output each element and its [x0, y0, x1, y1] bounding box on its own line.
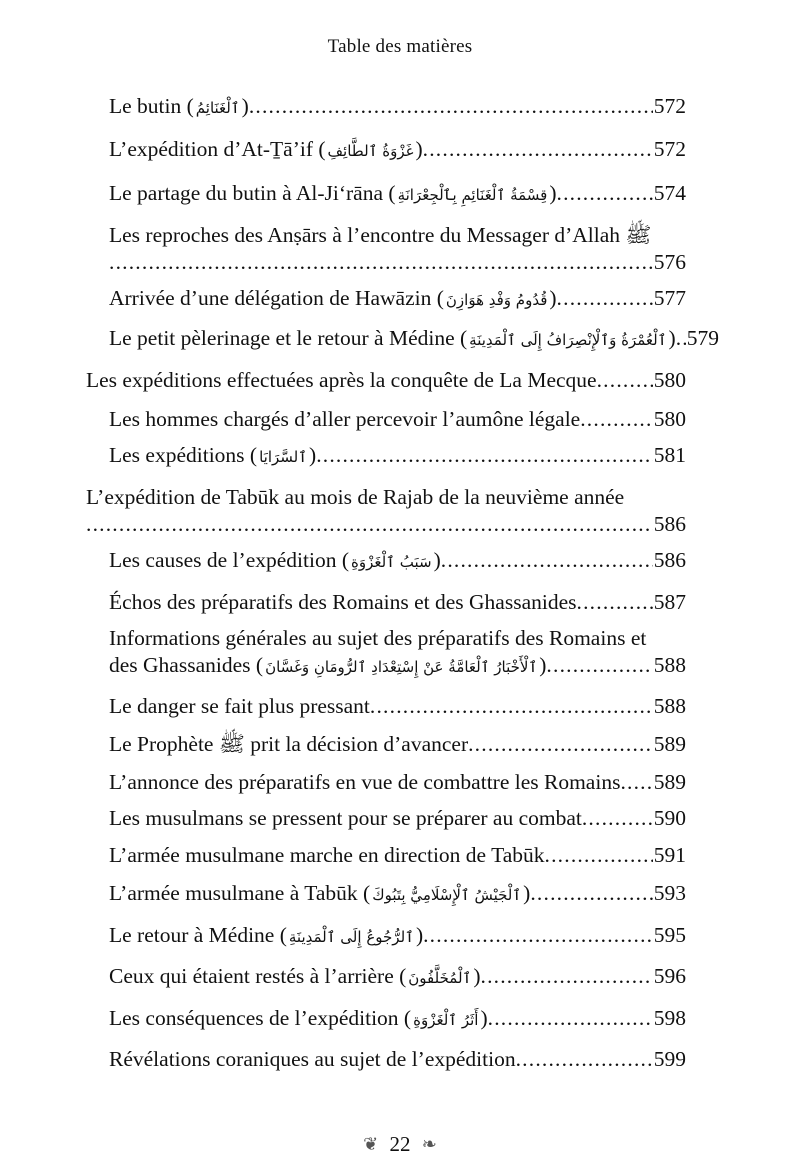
entry-arabic: ٱلْأَخْبَارُ ٱلْعَامَّةُ عَنْ إِسْتِعْدَادِ ٱلرُّومَانِ وَغَسَّانَ [265, 658, 538, 676]
dot-leader [545, 842, 653, 869]
entry-arabic: قِسْمَةُ ٱلْغَنَائِمِ بِٱلْجِعْرَانَةِ [397, 186, 548, 204]
toc-entry[interactable] [109, 136, 686, 165]
toc-entry[interactable] [109, 1046, 686, 1073]
dot-leader [468, 731, 653, 758]
entry-paren: ) [415, 923, 424, 947]
entry-title: L’armée musulmane à Tabūk ( [109, 881, 371, 905]
entry-paren: ) [549, 286, 557, 310]
entry-paren: ) [480, 1006, 488, 1030]
toc-entry[interactable] [109, 180, 686, 209]
entry-title: Le retour à Médine ( [109, 923, 287, 947]
dot-leader [423, 136, 653, 163]
entry-title: Le Prophète ﷺ prit la décision d’avancer [109, 732, 469, 756]
entry-paren: ) [309, 443, 317, 467]
entry-arabic: أَثَرُ ٱلْغَزْوَةِ [413, 1011, 479, 1029]
entry-arabic: ٱلْغَنَائِمُ [195, 99, 240, 117]
dot-leader [597, 367, 653, 394]
toc-entry[interactable] [109, 406, 686, 433]
entry-page: 590 [653, 806, 686, 830]
entry-title: Le petit pèlerinage et le retour à Médine ( [109, 326, 468, 350]
dot-leader [676, 325, 686, 352]
entry-page: 577 [653, 286, 686, 310]
toc-entry[interactable] [109, 693, 686, 720]
entry-title: Les hommes chargés d’aller percevoir l’aumône légale [109, 407, 581, 431]
dot-leader [557, 180, 653, 207]
entry-title: Ceux qui étaient restés à l’arrière ( [109, 964, 407, 988]
dot-leader [546, 652, 652, 679]
entry-arabic: سَبَبُ ٱلْغَزْوَةِ [351, 553, 432, 571]
entry-page: 580 [653, 368, 686, 392]
entry-title: Arrivée d’une délégation de Hawāzin ( [109, 286, 444, 310]
page-footer [0, 1130, 800, 1157]
entry-page: 587 [653, 590, 686, 614]
entry-paren: ) [549, 181, 557, 205]
entry-page: 595 [653, 923, 686, 947]
entry-page: 576 [653, 250, 686, 274]
entry-title: des Ghassanides ( [109, 653, 264, 677]
entry-title: Les causes de l’expédition ( [109, 548, 349, 572]
entry-page: 588 [653, 694, 686, 718]
entry-page: 586 [653, 548, 686, 572]
entry-title: Le danger se fait plus pressant [109, 694, 370, 718]
entry-paren: ) [668, 326, 676, 350]
dot-leader [109, 249, 653, 276]
entry-arabic: ٱلْمُخَلَّفُونَ [408, 969, 472, 987]
entry-arabic: ٱلسَّرَايَا [259, 448, 308, 466]
toc-section[interactable] [86, 367, 686, 394]
dot-leader [488, 1005, 653, 1032]
entry-arabic: ٱلْجَيْشُ ٱلْإِسْلَامِيُّ بِتَبُوكَ [372, 886, 522, 904]
entry-paren: ) [539, 653, 547, 677]
entry-title: Révélations coraniques au sujet de l’expédition [109, 1047, 516, 1071]
entry-title: L’armée musulmane marche en direction de Tabūk [109, 843, 545, 867]
toc-entry[interactable] [109, 880, 686, 909]
dot-leader [481, 963, 653, 990]
entry-page: 589 [653, 770, 686, 794]
dot-leader [370, 693, 653, 720]
dot-leader [620, 769, 652, 796]
right-ornament-icon: ❧ [421, 1133, 437, 1154]
toc-entry[interactable] [109, 222, 686, 276]
entry-paren: ) [241, 94, 249, 118]
dot-leader [577, 589, 653, 616]
entry-paren: ) [433, 548, 441, 572]
entry-page: 580 [653, 407, 686, 431]
toc-entry[interactable] [109, 731, 686, 758]
toc-entry[interactable] [109, 285, 686, 314]
entry-arabic: غَزْوَةُ ٱلطَّائِفِ [327, 142, 414, 160]
toc-entry[interactable] [109, 442, 686, 471]
entry-page: 588 [653, 653, 686, 677]
entry-page: 593 [653, 881, 686, 905]
entry-paren: ) [473, 964, 481, 988]
entry-page: 572 [653, 94, 686, 118]
entry-title: Le butin ( [109, 94, 194, 118]
entry-page: 589 [653, 732, 686, 756]
entry-page: 581 [653, 443, 686, 467]
entry-title: Les expéditions effectuées après la conquête de La Mecque [86, 368, 597, 392]
entry-page: 598 [653, 1006, 686, 1030]
entry-page: 596 [653, 964, 686, 988]
page-number: 22 [389, 1131, 411, 1156]
dot-leader [441, 547, 653, 574]
entry-title: Le partage du butin à Al-Ji‘rāna ( [109, 181, 396, 205]
toc-entry[interactable] [109, 93, 686, 122]
dot-leader [580, 406, 653, 433]
entry-page: 591 [653, 843, 686, 867]
dot-leader [557, 285, 653, 312]
entry-title: Les conséquences de l’expédition ( [109, 1006, 412, 1030]
toc-section[interactable] [86, 484, 686, 538]
dot-leader [530, 880, 652, 907]
entry-page: 586 [653, 512, 686, 536]
entry-arabic: قُدُومُ وَفْدِ هَوَازِنَ [445, 291, 548, 309]
entry-title-line1: Informations générales au sujet des préparatifs des Romains et [109, 626, 647, 650]
entry-page: 599 [653, 1047, 686, 1071]
entry-page: 579 [686, 326, 719, 350]
toc-entry[interactable] [109, 963, 686, 992]
toc-entry[interactable] [109, 547, 686, 576]
toc-entry[interactable] [109, 1005, 686, 1034]
toc-entry[interactable] [109, 589, 686, 616]
entry-title: L’annonce des préparatifs en vue de combattre les Romains [109, 770, 621, 794]
entry-arabic: ٱلْعُمْرَةُ وَٱلْإِنْصِرَافُ إِلَى ٱلْمَدِينَةِ [469, 331, 667, 349]
entry-paren: ) [523, 881, 531, 905]
entry-title: Échos des préparatifs des Romains et des Ghassanides [109, 590, 577, 614]
toc-entry[interactable] [109, 325, 719, 354]
toc-entry[interactable] [109, 625, 686, 681]
entry-title: Les reproches des Anṣārs à l’encontre du Messager d’Allah ﷺ [109, 223, 652, 247]
entry-title: L’expédition de Tabūk au mois de Rajab de la neuvième année [86, 485, 625, 509]
page-header: Table des matières [327, 36, 473, 57]
entry-title: L’expédition d’At-Ṯā’if ( [109, 137, 326, 161]
toc-entry[interactable] [109, 842, 686, 869]
entry-page: 574 [653, 181, 686, 205]
entry-arabic: ٱلرُّجُوعُ إِلَى ٱلْمَدِينَةِ [288, 928, 414, 946]
dot-leader [516, 1046, 653, 1073]
toc-entry[interactable] [109, 922, 686, 951]
dot-leader [249, 93, 653, 120]
entry-paren: ) [415, 137, 423, 161]
entry-title: Les expéditions ( [109, 443, 258, 467]
left-ornament-icon: ❦ [363, 1133, 379, 1154]
dot-leader [423, 922, 653, 949]
entry-title: Les musulmans se pressent pour se préparer au combat [109, 806, 582, 830]
toc-entry[interactable] [109, 805, 686, 832]
toc-entry[interactable] [109, 769, 686, 796]
entry-page: 572 [653, 137, 686, 161]
dot-leader [316, 442, 653, 469]
dot-leader [582, 805, 653, 832]
dot-leader [86, 511, 653, 538]
